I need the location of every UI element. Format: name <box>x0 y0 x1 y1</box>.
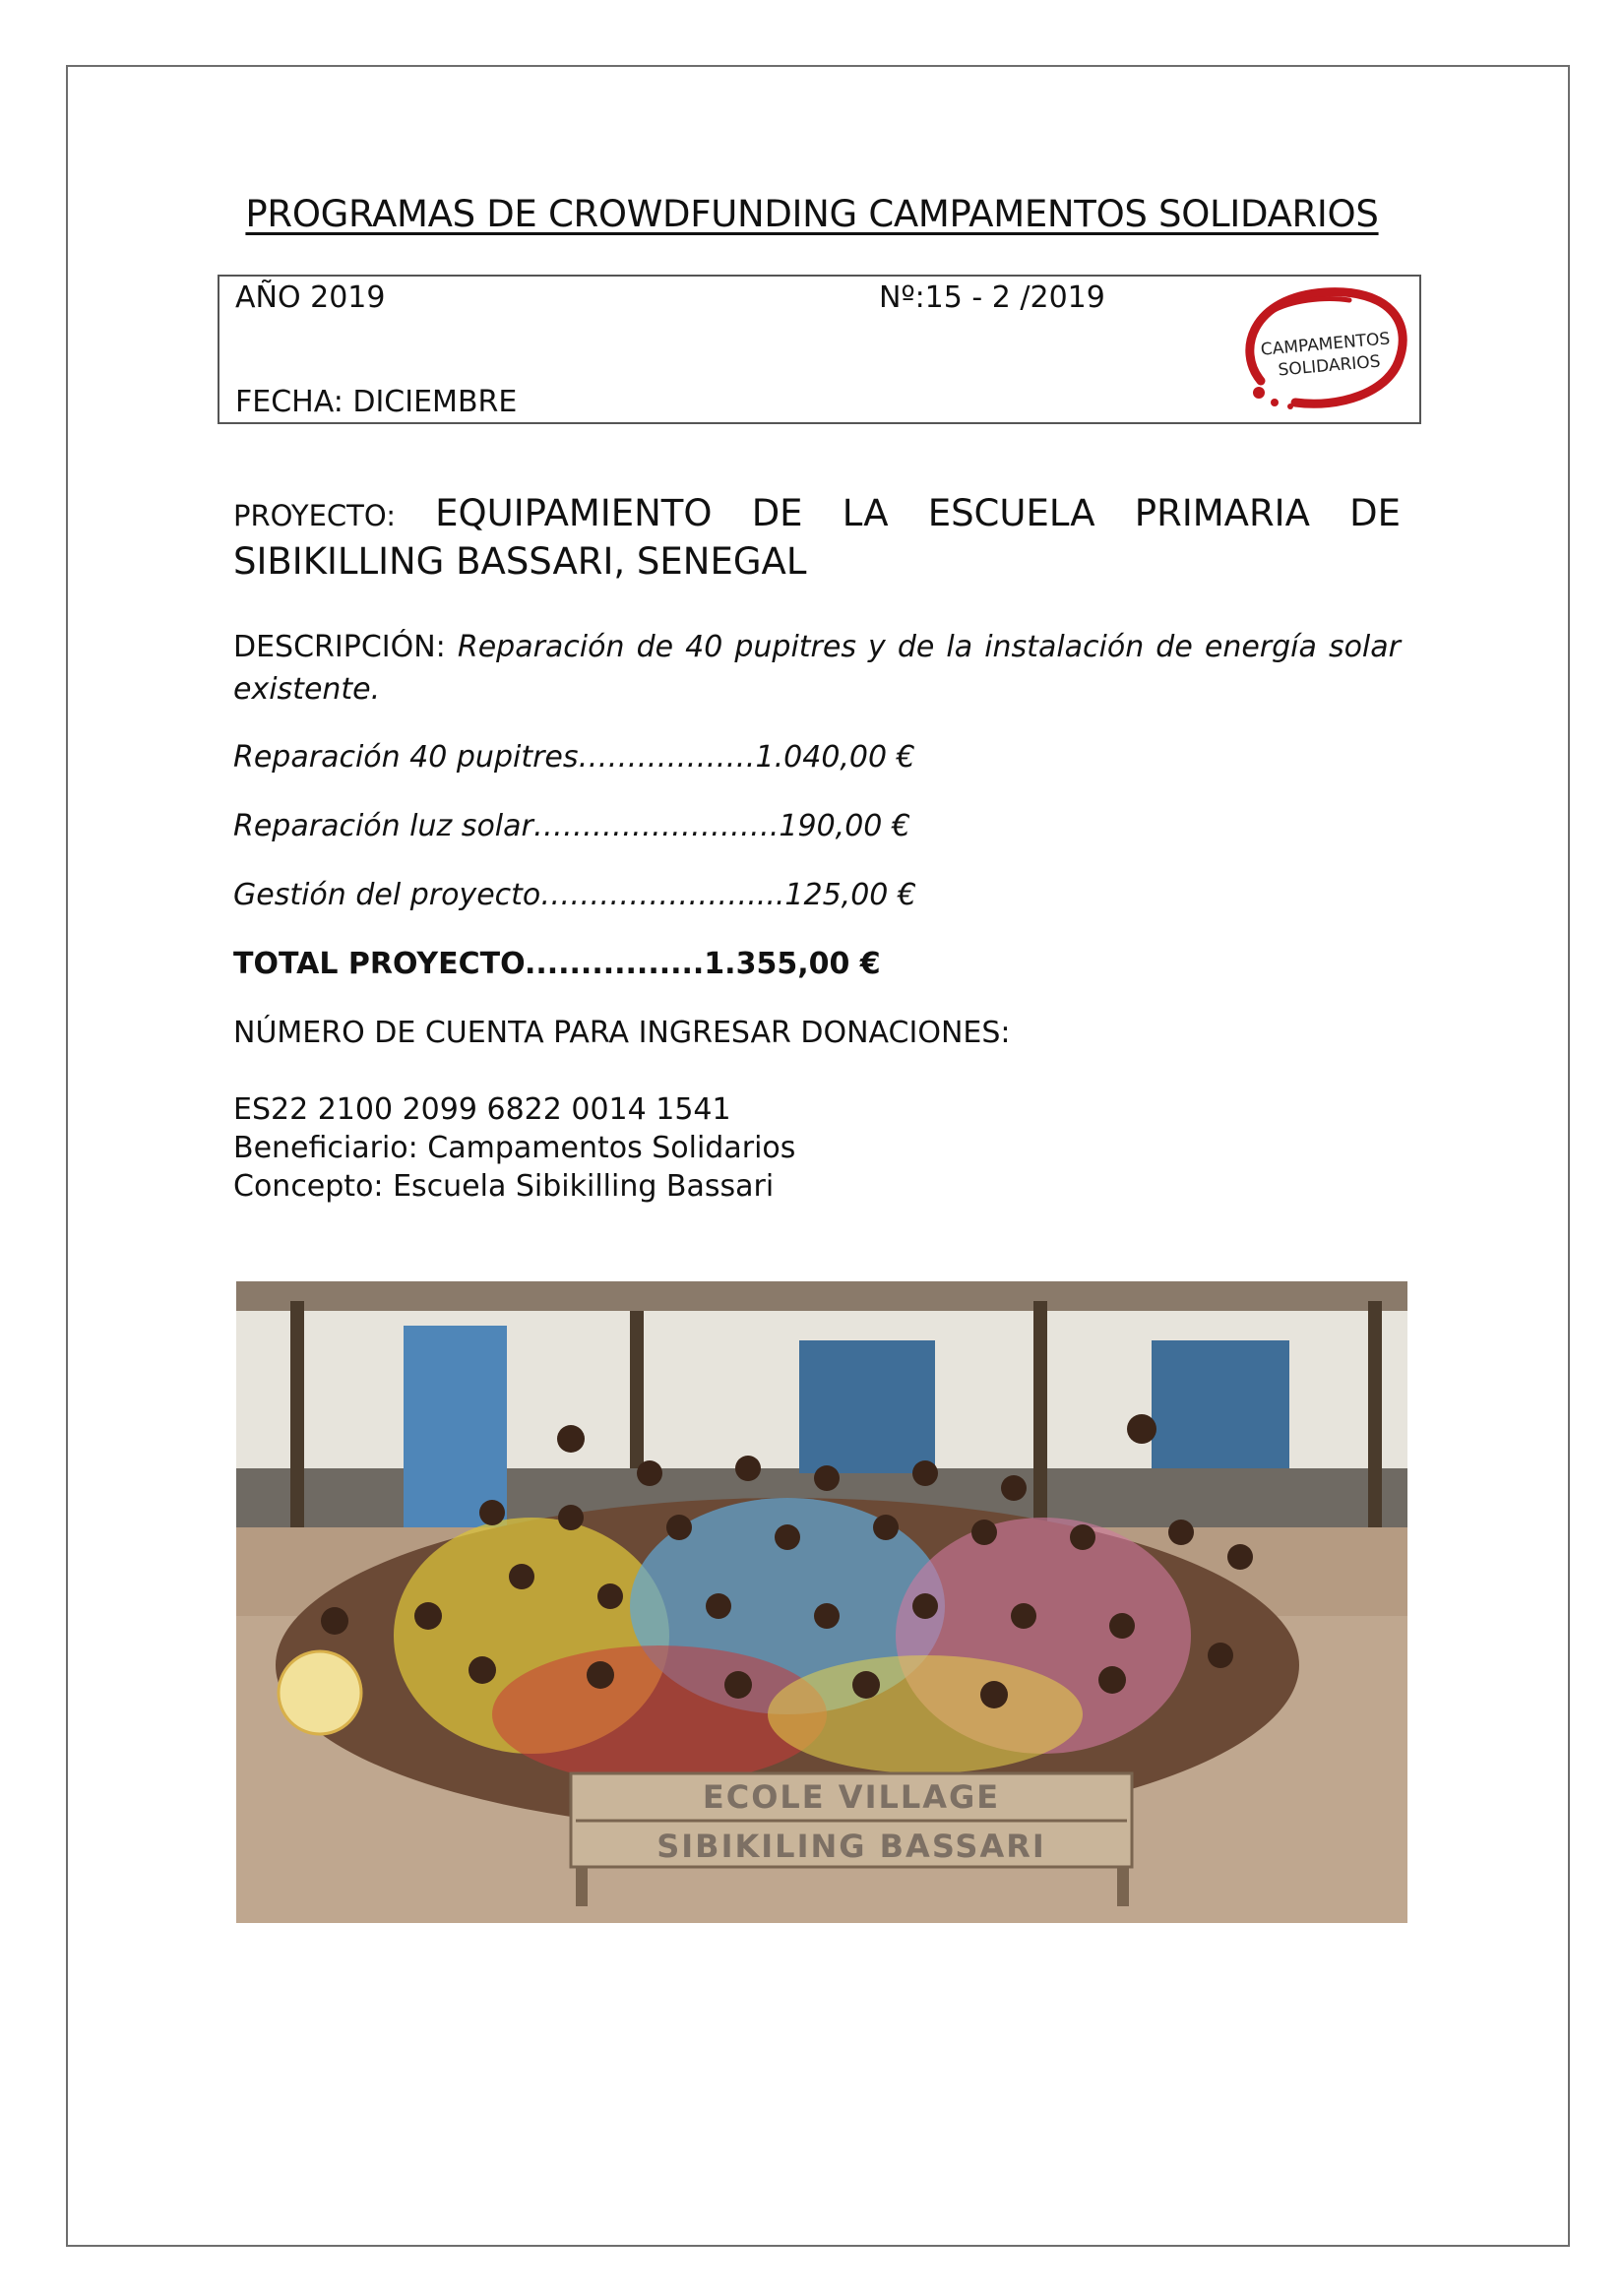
logo-text-1: CAMPAMENTOS <box>1260 329 1392 360</box>
clothing-yellow-2 <box>768 1655 1083 1773</box>
project-label: PROYECTO: <box>233 499 396 532</box>
budget-dots: ……………… <box>578 740 756 775</box>
total-label: TOTAL PROYECTO <box>233 947 525 981</box>
project-word: EQUIPAMIENTO <box>435 492 713 534</box>
description <box>233 626 1401 711</box>
blue-window <box>1152 1340 1289 1468</box>
wooden-post <box>630 1311 644 1468</box>
sign-text-2: SIBIKILING BASSARI <box>656 1828 1046 1865</box>
account-beneficiary: Beneficiario: Campamentos Solidarios <box>233 1131 796 1165</box>
header-year: AÑO 2019 <box>235 280 386 315</box>
description-label: DESCRIPCIÓN: <box>233 630 446 664</box>
budget-item: Reparación luz solar <box>233 809 533 843</box>
budget-item: Gestión del proyecto <box>233 878 541 912</box>
total-amount: 1.355,00 € <box>704 947 881 981</box>
project-word: DE <box>751 492 803 534</box>
project-line-2: SIBIKILLING BASSARI, SENEGAL <box>233 540 807 583</box>
wooden-post <box>1033 1301 1047 1527</box>
total-dots: ................ <box>524 947 705 981</box>
budget-item: Reparación 40 pupitres <box>233 740 579 775</box>
project-line-1 <box>233 492 1401 534</box>
budget-line <box>233 740 915 775</box>
budget-amount: 125,00 € <box>784 878 917 912</box>
header-box <box>218 275 1421 424</box>
budget-line <box>233 878 916 912</box>
sign-text-1: ECOLE VILLAGE <box>702 1778 1001 1816</box>
account-iban: ES22 2100 2099 6822 0014 1541 <box>233 1092 731 1127</box>
blue-window <box>799 1340 935 1473</box>
logo-text-2: SOLIDARIOS <box>1277 351 1382 381</box>
shade-roof <box>236 1281 1407 1315</box>
budget-amount: 190,00 € <box>779 809 910 843</box>
beach-ball <box>279 1651 361 1734</box>
campamentos-solidarios-logo <box>1231 282 1413 415</box>
budget-dots: ………………….... <box>540 878 785 912</box>
header-number: Nº:15 - 2 /2019 <box>879 280 1105 315</box>
bench-leg <box>1117 1867 1129 1906</box>
account-concept: Concepto: Escuela Sibikilling Bassari <box>233 1169 775 1204</box>
budget-line <box>233 809 910 843</box>
account-heading: NÚMERO DE CUENTA PARA INGRESAR DONACIONES: <box>233 1016 1011 1050</box>
total-line <box>233 947 881 981</box>
project-word: DE <box>1349 492 1401 534</box>
header-date: FECHA: DICIEMBRE <box>235 385 518 419</box>
project-title <box>233 492 1401 583</box>
budget-amount: 1.040,00 € <box>755 740 915 775</box>
project-word: PRIMARIA <box>1134 492 1310 534</box>
description-text: Reparación de 40 pupitres y de la instalación de energía solar existente. <box>233 630 1401 707</box>
bench-leg <box>576 1867 588 1906</box>
project-word: LA <box>842 492 889 534</box>
document-title: PROGRAMAS DE CROWDFUNDING CAMPAMENTOS SOLIDARIOS <box>245 193 1379 235</box>
project-word: ESCUELA <box>927 492 1095 534</box>
school-group-photo <box>236 1281 1407 1923</box>
budget-dots: ……………………. <box>532 809 780 843</box>
